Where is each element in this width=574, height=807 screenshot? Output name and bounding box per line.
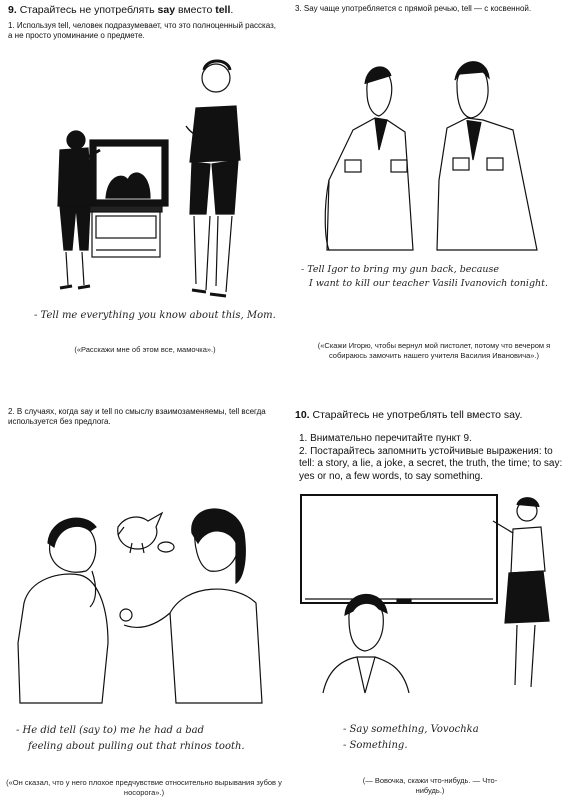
panel-9-translation: («Расскажи мне об этом все, мамочка».) — [74, 345, 216, 354]
panel-10-title: 10. Старайтесь не употреблять tell вместо say. — [295, 409, 523, 421]
panel-10-item1: 1. Внимательно перечитайте пункт 9. — [299, 433, 472, 444]
panel-10 — [287, 403, 574, 807]
panel-9 — [0, 0, 287, 403]
panel-3-translation: («Скажи Игорю, чтобы вернул мой пистолет, потому что вечером я собираюсь замочить нашего учителя Василия Ивановича».) — [317, 341, 551, 360]
panel-10-handwriting-line2: - Something. — [343, 740, 408, 751]
panel-3-handwriting-line2: I want to kill our teacher Vasili Ivanovich tonight. — [309, 278, 548, 289]
panel-9-handwriting: - Tell me everything you know about this, Mom. — [34, 310, 276, 321]
panel-2 — [0, 403, 287, 807]
panel-3-note: 3. Say чаще употребляется с прямой речью, tell — с косвенной. — [295, 4, 532, 13]
panel-10-translation: (— Вовочка, скажи что-нибудь. — Что-нибудь.) — [362, 776, 498, 795]
panel-2-handwriting-line1: - He did tell (say to) me he had a bad — [16, 725, 205, 736]
panel-9-title: 9. Старайтесь не употреблять say вместо tell. — [8, 4, 234, 16]
panel-3-handwriting-line1: - Tell Igor to bring my gun back, because — [301, 264, 499, 275]
panel-2-translation: («Он сказал, что у него плохое предчувствие относительно вырывания зубов у носорога».) — [6, 778, 282, 797]
panel-10-item2: 2. Постарайтесь запомнить устойчивые выражения: to tell: a story, a lie, a joke, a secret, the truth, the time; to say: yes or no, a few words, to say something. — [299, 445, 563, 482]
illustration-boy-and-mom — [0, 0, 287, 403]
panel-2-handwriting-line2: feeling about pulling out that rhinos tooth. — [28, 741, 245, 752]
panel-9-note: 1. Используя tell, человек подразумевает, что это полноценный рассказ, а не просто упоминание о предмете. — [8, 21, 276, 40]
panel-3 — [287, 0, 574, 403]
panel-2-note: 2. В случаях, когда say и tell по смыслу взаимозаменяемы, tell всегда используется без предлога. — [8, 407, 266, 426]
panel-10-handwriting-line1: - Say something, Vovochka — [343, 724, 479, 735]
